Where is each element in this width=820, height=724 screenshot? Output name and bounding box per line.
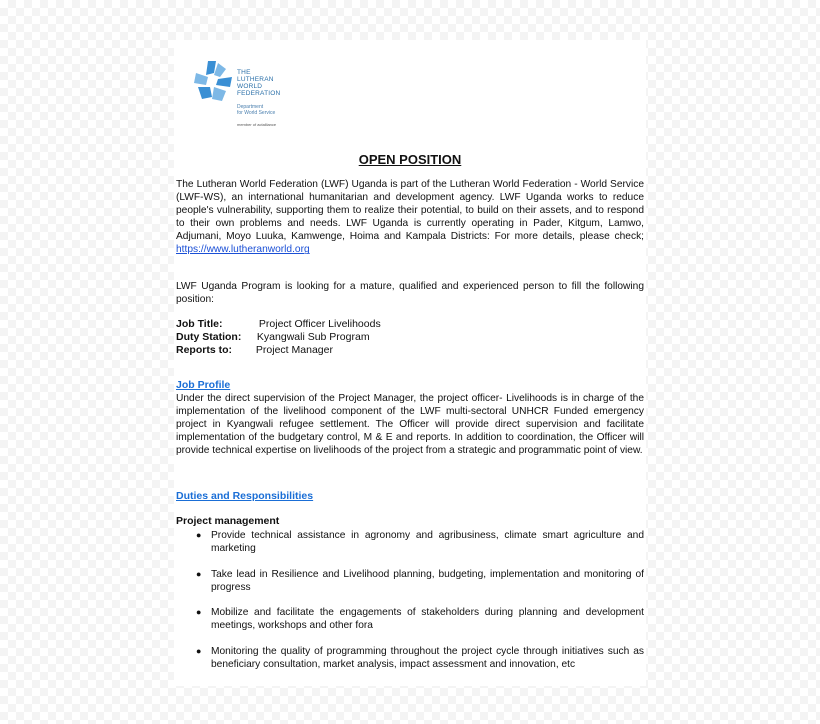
reports-to-value: Project Manager [255, 344, 333, 356]
job-profile-paragraph: Under the direct supervision of the Project Manager, the project officer- Livelihoods is in charge of the implementation of the livelihood component of the LWF multi-sectoral UNHCR Funded emergency project in Kyangwali refugee settlement. The Officer will provide direct supervision and facilitate implementation of the budgetary control, M & E and reports. In addition to coordination, the Officer will provide technical expertise on livelihoods of the project from a strategic and programmatic point of view. [176, 393, 644, 457]
looking-paragraph: LWF Uganda Program is looking for a mature, qualified and experienced person to fill the following position: [176, 281, 644, 306]
bullet-icon: ● [196, 530, 202, 540]
bullet-text: Take lead in Resilience and Livelihood planning, budgeting, implementation and monitoring of progress [211, 569, 644, 593]
job-title-value: Project Officer Livelihoods [258, 318, 381, 330]
logo-actalliance: member of actalliance [237, 122, 277, 127]
logo-department: Department for World Service [237, 104, 276, 116]
intro-text: The Lutheran World Federation (LWF) Uganda is part of the Lutheran World Federation - World Service (LWF-WS), an international humanitarian and development agency. LWF Uganda works to reduce people's vulnerability, supporting them to realize their potential, to build on their assets, and to respond to their own problems and needs. LWF Uganda is currently operating in Pader, Kitgum, Lamwo, Adjumani, Moyo Luuka, Kamwenge, Hoima and Kampala Districts: For more details, please check; [176, 179, 644, 243]
job-profile-heading[interactable]: Job Profile [176, 379, 231, 391]
duty-station-row [176, 331, 370, 344]
bullet-icon: ● [196, 607, 202, 617]
website-link[interactable]: https://www.lutheranworld.org [176, 244, 310, 256]
bullet-text: Provide technical assistance in agronomy and agribusiness, climate smart agriculture and marketing [211, 530, 644, 554]
page-title: OPEN POSITION [358, 152, 462, 167]
job-title-label: Job Title: [176, 318, 223, 330]
job-title-row [176, 318, 381, 331]
bullet-text: Monitoring the quality of programming throughout the project cycle through initiatives such as beneficiary consultation, market analysis, impact assessment and innovation, etc [211, 646, 644, 670]
project-management-heading: Project management [176, 515, 280, 527]
reports-to-label: Reports to: [176, 344, 232, 356]
bullet-icon: ● [196, 646, 202, 656]
logo-wordmark: THE LUTHERAN WORLD FEDERATION [237, 69, 281, 97]
bullet-icon: ● [196, 569, 202, 579]
bullet-text: Mobilize and facilitate the engagements of stakeholders during planning and development meetings, workshops and other fora [211, 607, 644, 631]
duty-station-label: Duty Station: [176, 331, 242, 343]
duty-station-value: Kyangwali Sub Program [256, 331, 370, 343]
reports-to-row [176, 344, 333, 357]
intro-paragraph [176, 178, 644, 257]
duties-heading[interactable]: Duties and Responsibilities [176, 490, 314, 502]
